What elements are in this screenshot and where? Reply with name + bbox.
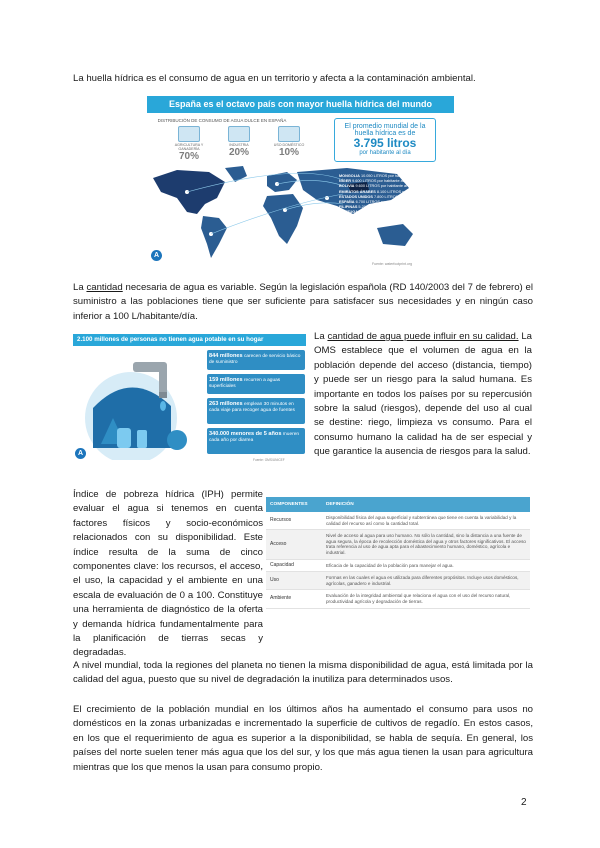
paragraph-huella-hidrica: La huella hídrica es el consumo de agua en un territorio y afecta a la contaminación ambiental. [73,73,476,84]
publisher-logo: A [151,250,162,261]
table-row [266,530,530,559]
legend-item: ESPAÑA 6.700 LITROS por habitante al día [339,200,414,205]
water-tap-illustration [73,348,205,460]
publisher-logo: A [75,448,86,459]
table-row [266,572,530,590]
legend-item: NÍGER 9.600 LITROS por habitante al día [339,179,410,184]
cantidad-link: cantidad [86,282,123,293]
infographic-source: Fuente: OMS/UNICEF [253,458,285,462]
paragraph-cantidad: La cantidad necesaria de agua es variable. Según la legislación española (RD 140/2003 del 7 de febrero) el suministro a las poblaciones tiene que ser suficiente para satisfacer sus necesidades y en ningún caso inferior a 100 L/habitante/día. [73,282,533,322]
table-cell: Nivel de acceso al agua para uso humano. No sólo la cantidad, sino la distancia a una fuente de agua segura, la época de recolección doméstica del agua y otros factores significativos. El acceso trata referencia al uso de agua apta para el abastecimiento humano, doméstico, agrícola e industrial. [322,530,530,559]
iph-components-table [266,497,530,609]
table-cell: Ambiente [266,590,322,608]
table-cell: Recursos [266,512,322,530]
infographic-source: Fuente: waterfootprint.org [372,262,413,266]
table-cell: Acceso [266,530,322,559]
tractor-icon [178,126,200,142]
stat-item: 340.000 menores de 5 años mueren cada año por diarrea [209,431,300,443]
legend-item: FILIPINAS 5.200 LITROS por habitante al día [339,205,417,210]
page-number: 2 [521,797,527,808]
world-average-box: El promedio mundial de la huella hídrica es de 3.795 litros por habitante al día [334,118,436,162]
map-legend [339,174,449,216]
use-industry: INDUSTRIA 20% [221,126,257,158]
paragraph-crecimiento: El crecimiento de la población mundial en los últimos años ha aumentado el consumo para usos no domésticos en la zonas urbanizadas e incrementado la superficie de cultivos de regadío. En estos casos, en los que el requerimiento de agua es superior a la disponibilidad, se habla de sequía. En general, los países del norte suelen tener más agua que los del sur, y los que más agua tienen la usan para agricultura mientras que los que menos la usan para consumo propio. [73,704,533,773]
legend-item: BOLIVIA 9.600 LITROS por habitante al día [339,184,414,189]
use-domestic: USO DOMÉSTICO 10% [271,126,307,158]
infographic-huella-hidrica [147,96,454,268]
house-icon [278,126,300,142]
factory-icon [228,126,250,142]
paragraph-iph: Índice de pobreza hídrica (IPH) permite evaluar el agua si tenemos en cuenta factores físicos y socio-económicos relacionados con su disponibilidad. Este índice resulta de la suma de cinco componentes clave: los recursos, el acceso, el uso, la capacidad y el ambiente en una escala de evaluación de 0 a 100. Constituye una herramienta de diagnóstico de la oferta y demanda hídrica fundamentalmente para la planificación de tierras secas y degradadas. [73,489,263,659]
legend-item: EMIRATOS ÁRABES 8.100 LITROS por habitante al día [339,189,435,194]
legend-item: PORTUGAL 5.000 LITROS por habitante al día [339,210,420,215]
calidad-link: cantidad de agua puede influir en su calidad. [327,331,519,342]
use-agriculture: AGRICULTURA Y GANADERÍA 70% [171,126,207,162]
table-header-row [266,497,530,512]
infographic-agua-potable [73,334,306,464]
infographic-banner: 2.100 millones de personas no tienen agua potable en su hogar [73,334,306,346]
infographic-banner: España es el octavo país con mayor huella hídrica del mundo [147,96,454,113]
legend-item: MONGOLIA 10.050 LITROS por habitante al día [339,174,421,178]
paragraph-nivel-mundial: A nivel mundial, toda la regiones del planeta no tienen la misma disponibilidad de agua, está limitada por la calidad del agua, puesto que su nivel de degradación la inutiliza para determinados usos. [73,660,533,686]
table-cell: Capacidad [266,559,322,572]
infographic-subtitle: DISTRIBUCIÓN DE CONSUMO DE AGUA DULCE EN ESPAÑA [157,118,287,123]
table-row [266,512,530,530]
column-header: DEFINICIÓN [322,497,530,512]
paragraph-calidad: La cantidad de agua puede influir en su calidad. La OMS establece que el volumen de agua en la población depende del acceso (distancia, tiempo) y puede ser un riesgo para la salud humana. Es importante en todos los países por su repercusión sobre la salud (riesgos), depende del uso al cual se destine: riego, limpieza vs consumo. Para el consumo humano la calidad ha de ser especial y que garantice la ausencia de riesgos para la salud. [314,331,532,458]
stat-item: 159 millones recurren a aguas superficiales [209,377,281,389]
table-cell: Uso [266,572,322,590]
legend-item: ESTADOS UNIDOS 7.800 LITROS por habitante al día [339,194,432,199]
table-cell: Formas en las cuales el agua es utilizada para diferentes propósitos. Incluye usos domésticos, agrícolas, ganadero e industrial. [322,572,530,590]
table-row [266,590,530,608]
table-cell: Evaluación de la integridad ambiental que relaciona el agua con el uso del recurso natural, productividad agrícola y degradación de tierras. [322,590,530,608]
table-cell: Eficacia de la capacidad de la población para manejar el agua. [322,559,530,572]
stat-item: 844 millones carecen de servicio básico de suministro [209,353,301,365]
column-header: COMPONENTES [266,497,322,512]
stat-item: 263 millones emplean 30 minutos en cada viaje para recoger agua de fuentes [209,401,295,413]
table-row [266,559,530,572]
table-cell: Disponibilidad física del agua superficial y subterránea que tiene en cuenta la variabilidad y la calidad del recurso así como la cantidad total. [322,512,530,530]
